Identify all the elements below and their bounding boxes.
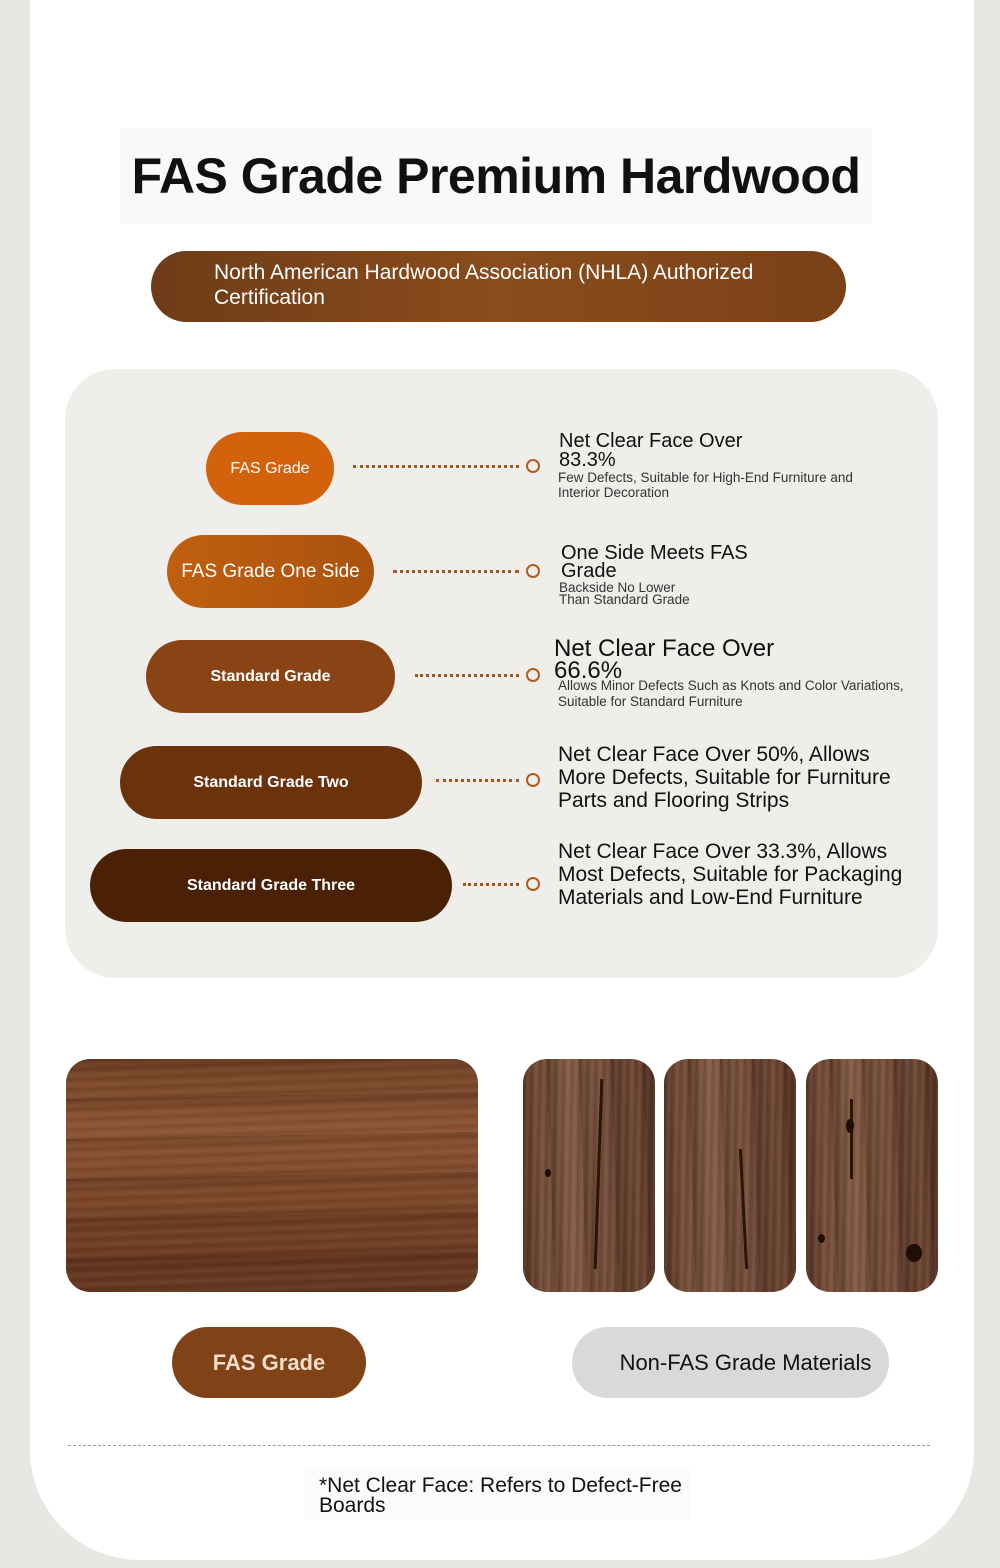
grade-pill-fas-one-side [167, 535, 374, 608]
page-title: FAS Grade Premium Hardwood [120, 128, 872, 224]
connector-line [436, 779, 519, 782]
non-fas-wood-sample-image [664, 1059, 796, 1292]
non-fas-wood-sample-image [523, 1059, 655, 1292]
wood-knot [818, 1234, 825, 1243]
connector-dot [526, 877, 540, 891]
grade-subtitle: Few Defects, Suitable for High-End Furniture and Interior Decoration [558, 470, 853, 500]
fas-grade-label-text: FAS Grade [212, 1349, 326, 1375]
grade-pill-label: Standard Grade Three [186, 876, 356, 894]
wood-knot [906, 1244, 922, 1262]
connector-dot [526, 668, 540, 682]
grade-pill-label: Standard Grade [210, 667, 331, 685]
grade-title: Net Clear Face Over 83.3% [559, 430, 743, 471]
grade-pill-standard-three [90, 849, 452, 922]
grade-pill-label: Standard Grade Two [193, 773, 349, 791]
grade-pill-label: FAS Grade [230, 459, 310, 477]
divider [68, 1445, 930, 1446]
connector-line [463, 883, 519, 886]
connector-dot [526, 459, 540, 473]
wood-knot [846, 1119, 854, 1133]
grade-pill-label: FAS Grade One Side [181, 560, 360, 582]
connector-line [353, 465, 519, 468]
grade-title: Net Clear Face Over 66.6% [554, 635, 775, 684]
connector-line [415, 674, 519, 677]
wood-crack [850, 1099, 853, 1179]
grade-title: Net Clear Face Over 33.3%, Allows Most Defects, Suitable for Packaging Materials and Low-End Furniture [558, 840, 903, 909]
connector-line [393, 570, 519, 573]
non-fas-wood-sample-image [806, 1059, 938, 1292]
grade-pill-standard [146, 640, 395, 713]
grade-subtitle: Backside No Lower Than Standard Grade [559, 580, 690, 607]
grade-pill-fas [206, 432, 334, 505]
non-fas-grade-label [572, 1327, 889, 1398]
connector-dot [526, 773, 540, 787]
wood-crack [594, 1079, 604, 1269]
wood-knot [545, 1169, 551, 1177]
grade-title: One Side Meets FAS Grade [561, 542, 748, 582]
grade-pill-standard-two [120, 746, 422, 819]
fas-grade-label [172, 1327, 366, 1398]
connector-dot [526, 564, 540, 578]
fas-wood-sample-image [66, 1059, 478, 1292]
grade-title: Net Clear Face Over 50%, Allows More Defects, Suitable for Furniture Parts and Flooring Strips [558, 743, 891, 812]
footnote: *Net Clear Face: Refers to Defect-Free Boards [305, 1470, 690, 1520]
non-fas-grade-label-text: Non-FAS Grade Materials [619, 1349, 872, 1375]
wood-crack [739, 1149, 748, 1269]
grade-subtitle: Allows Minor Defects Such as Knots and Color Variations, Suitable for Standard Furniture [558, 678, 904, 709]
certification-banner: North American Hardwood Association (NHLA) Authorized Certification [151, 251, 846, 322]
